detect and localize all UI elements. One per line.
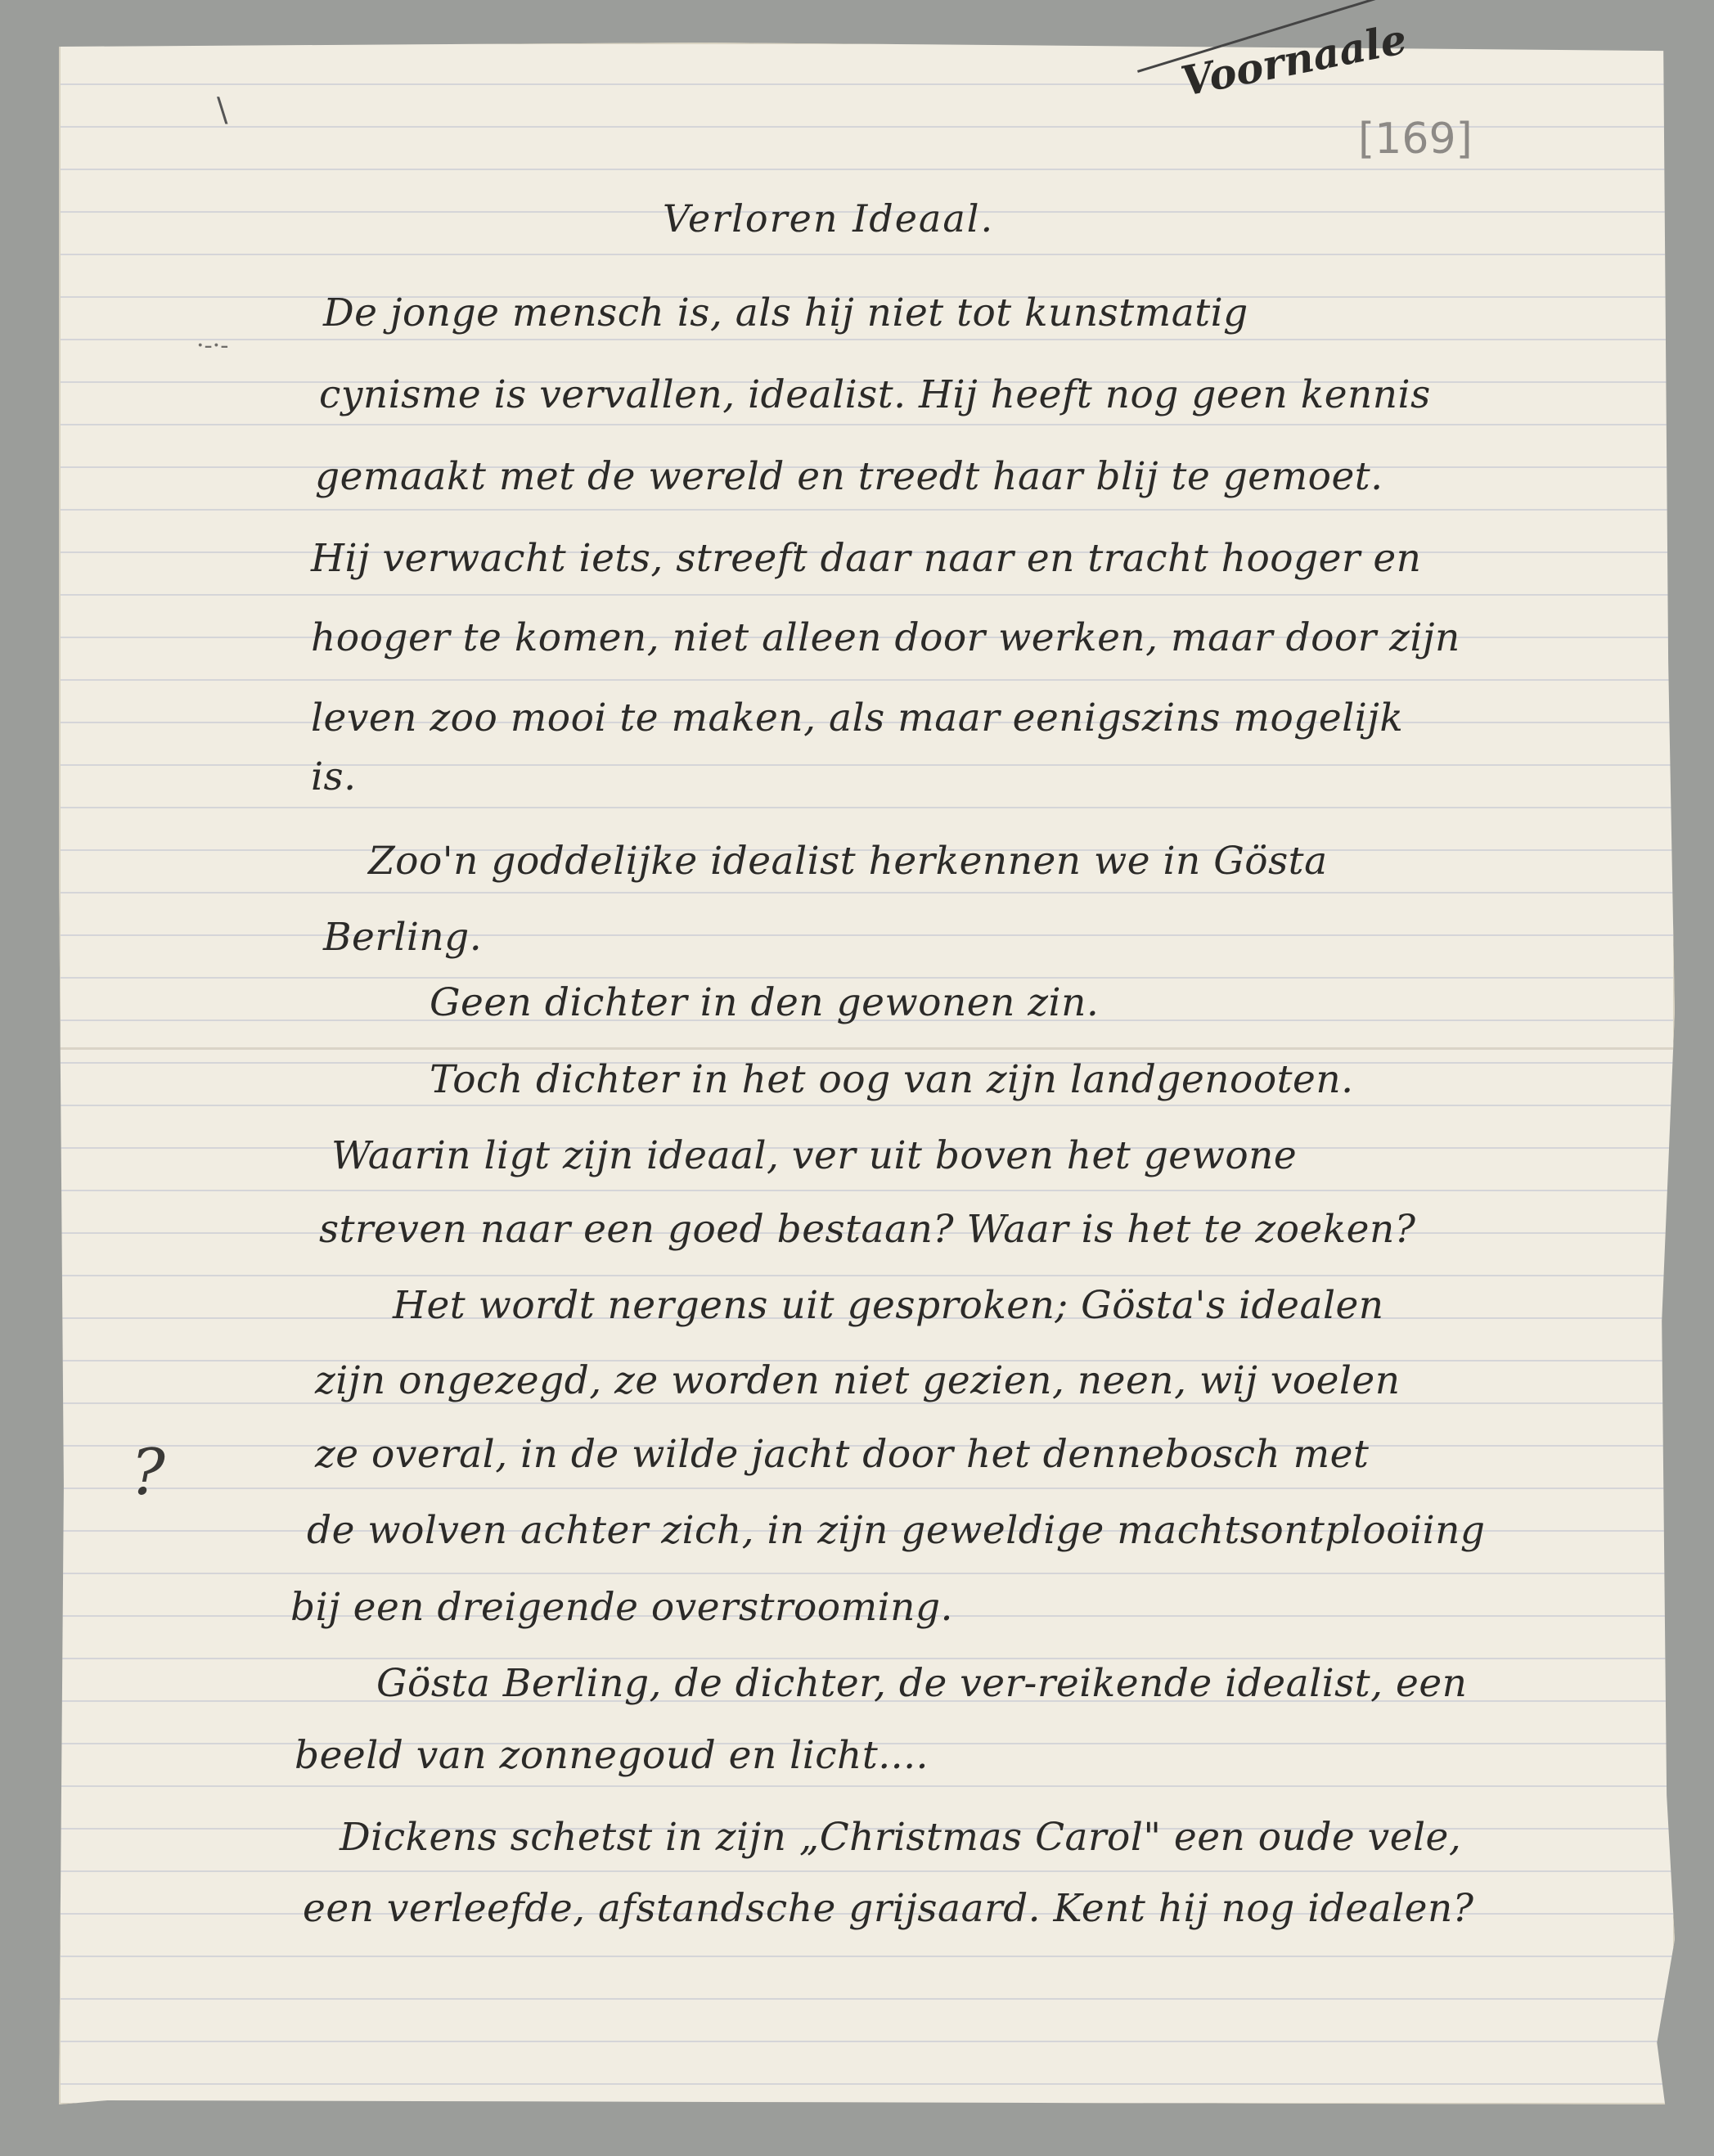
text-line-1: De jonge mensch is, als hij niet tot kunstmatig xyxy=(323,290,1248,335)
paper-fold xyxy=(59,1047,1675,1050)
reference-number: [169] xyxy=(1358,115,1473,164)
text-line-4: Hij verwacht iets, streeft daar naar en tracht hooger en xyxy=(311,536,1422,581)
text-line-12: Waarin ligt zijn ideaal, ver uit boven het gewone xyxy=(331,1133,1298,1178)
essay-title: Verloren Ideaal. xyxy=(663,196,995,241)
text-line-10: Geen dichter in den gewonen zin. xyxy=(430,980,1100,1025)
margin-question-mark: ? xyxy=(131,1436,165,1510)
text-line-11: Toch dichter in het oog van zijn landgenooten. xyxy=(430,1057,1354,1102)
text-line-19: Gösta Berling, de dichter, de ver-reikende idealist, een xyxy=(376,1661,1468,1706)
text-line-15: zijn ongezegd, ze worden niet gezien, neen, wij voelen xyxy=(315,1358,1401,1403)
text-line-14: Het wordt nergens uit gesproken; Gösta's idealen xyxy=(393,1283,1384,1328)
text-line-5: hooger te komen, niet alleen door werken, maar door zijn xyxy=(311,615,1460,660)
text-line-16: ze overal, in de wilde jacht door het dennebosch met xyxy=(315,1432,1370,1477)
margin-dash: ·-·- xyxy=(196,331,229,360)
text-line-18: bij een dreigende overstrooming. xyxy=(290,1585,953,1630)
text-line-3: gemaakt met de wereld en treedt haar blij te gemoet. xyxy=(315,454,1383,499)
text-line-20: beeld van zonnegoud en licht.... xyxy=(295,1733,929,1778)
signature: Voornaale xyxy=(1176,14,1411,106)
text-line-21: Dickens schetst in zijn „Christmas Carol" een oude vele, xyxy=(340,1815,1462,1860)
text-line-9: Berling. xyxy=(323,915,483,960)
text-line-7: is. xyxy=(311,754,357,799)
text-line-8: Zoo'n goddelijke idealist herkennen we in Gösta xyxy=(368,839,1328,884)
text-line-17: de wolven achter zich, in zijn geweldige machtsontplooiing xyxy=(307,1508,1486,1553)
text-line-6: leven zoo mooi te maken, als maar eenigszins mogelijk xyxy=(311,695,1404,740)
text-line-22: een verleefde, afstandsche grijsaard. Kent hij nog idealen? xyxy=(303,1886,1474,1931)
margin-tick: \ xyxy=(217,92,228,129)
text-line-2: cynisme is vervallen, idealist. Hij heeft nog geen kennis xyxy=(319,372,1431,417)
text-line-13: streven naar een goed bestaan? Waar is het te zoeken? xyxy=(319,1207,1416,1252)
